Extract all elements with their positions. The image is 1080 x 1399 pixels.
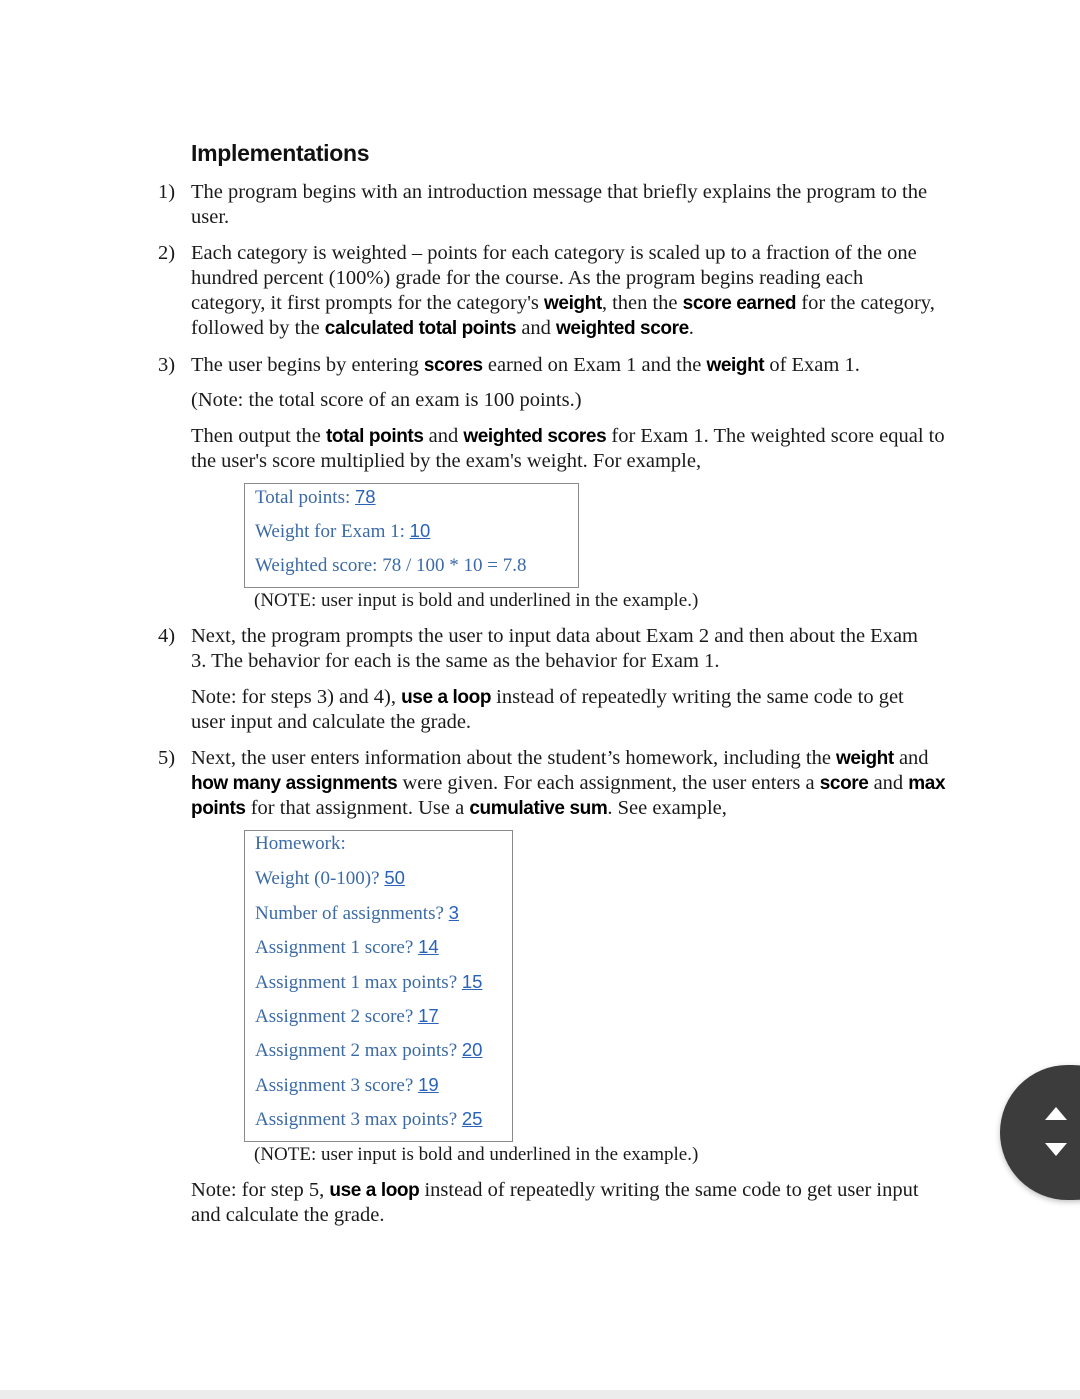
section-heading: Implementations: [191, 140, 370, 166]
item-3-number: 3): [158, 354, 176, 376]
arrow-down-icon[interactable]: [1045, 1143, 1067, 1156]
example-note: (NOTE: user input is bold and underlined in the example.): [254, 590, 699, 611]
example-line: Homework:: [255, 833, 346, 854]
example-line: Assignment 2 max points? 20: [255, 1039, 483, 1061]
example-line: Number of assignments? 3: [255, 902, 459, 924]
item-2-text: Each category is weighted – points for each category is scaled up to a fraction of the one hundred percent (100%) grade for the course. As the program begins reading each category, it first prompts for the category's weight, then the score earned for the category, followed by the calculated total points and weighted score.: [191, 242, 935, 339]
example-line: Assignment 3 max points? 25: [255, 1108, 483, 1130]
example-line: Weight for Exam 1: 10: [255, 520, 431, 542]
bottom-bar: [0, 1390, 1080, 1399]
item-5-number: 5): [158, 747, 176, 769]
example-line: Weight (0-100)? 50: [255, 867, 405, 889]
item-2-number: 2): [158, 242, 176, 264]
item-1-number: 1): [158, 181, 176, 203]
example-box-homework: [244, 830, 513, 1142]
example-line: Weighted score: 78 / 100 * 10 = 7.8: [255, 555, 527, 576]
item-3-then: Then output the total points and weighted scores for Exam 1. The weighted score equal to the user's score multiplied by the exam's weight. For example,: [191, 425, 945, 472]
example-line: Assignment 1 max points? 15: [255, 971, 483, 993]
example-box-exam: [244, 483, 579, 588]
item-1-text: The program begins with an introduction message that briefly explains the program to the user.: [191, 181, 928, 228]
example-note: (NOTE: user input is bold and underlined in the example.): [254, 1144, 699, 1165]
item-3-note: (Note: the total score of an exam is 100 points.): [191, 389, 582, 411]
example-line: Assignment 2 score? 17: [255, 1005, 439, 1027]
item-3-text: The user begins by entering scores earned on Exam 1 and the weight of Exam 1.: [191, 354, 860, 376]
item-5-text: Next, the user enters information about the student’s homework, including the weight and how many assignments were given. For each assignment, the user enters a score and max points for that assignment. Use a cumulative sum. See example,: [191, 747, 946, 819]
item-4-text: Next, the program prompts the user to input data about Exam 2 and then about the Exam 3. The behavior for each is the same as the behavior for Exam 1.: [191, 625, 918, 672]
arrow-up-icon[interactable]: [1045, 1107, 1067, 1120]
example-line: Total points: 78: [255, 486, 376, 508]
final-note: Note: for step 5, use a loop instead of repeatedly writing the same code to get user input and calculate the grade.: [191, 1179, 919, 1226]
item-4-number: 4): [158, 625, 176, 647]
example-line: Assignment 3 score? 19: [255, 1074, 439, 1096]
page-nav-widget[interactable]: [1000, 1065, 1080, 1200]
example-line: Assignment 1 score? 14: [255, 936, 439, 958]
item-4-note: Note: for steps 3) and 4), use a loop instead of repeatedly writing the same code to get user input and calculate the grade.: [191, 686, 904, 733]
